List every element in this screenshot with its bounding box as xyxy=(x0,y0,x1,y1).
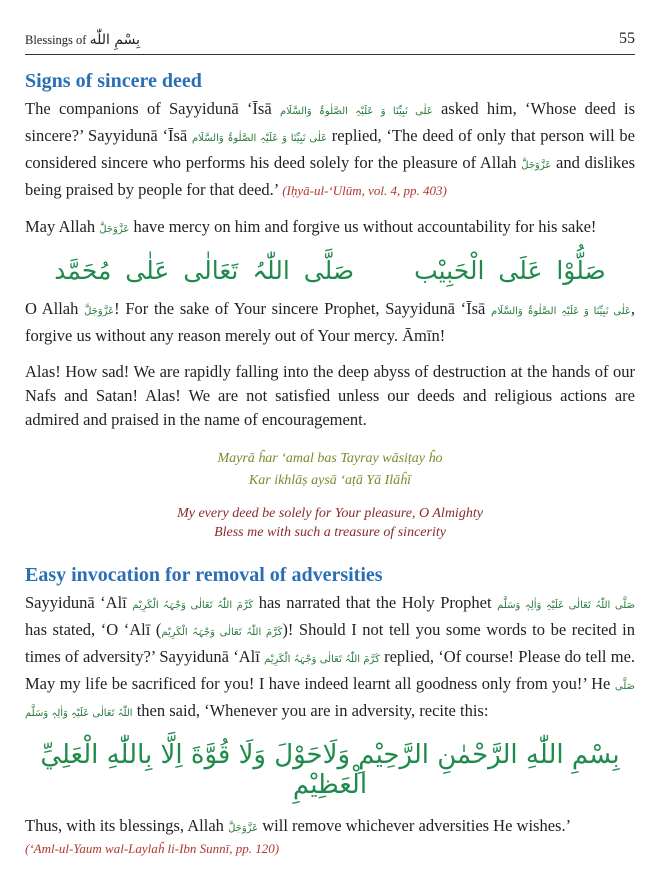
reference-invocation: (‘Aml-ul-Yaum wal-Laylaĥ li-Ibn Sunnī, pp. 120) xyxy=(25,841,280,856)
text: May Allah xyxy=(25,217,96,236)
arabic-honorific: کَرَّمَ اللّٰہُ تَعَالٰی وَجْہَہُ الْکَرِیْم xyxy=(264,654,380,665)
arabic-salutation: صَلَّی اللّٰہُ تَعَالٰی عَلَیْہِ وَاٰلِہٖ وَسَلَّم xyxy=(25,681,636,719)
text: replied, ‘Of course! Please do tell me. May my life be sacrificed for you! I have indeed learnt all goodness only from you!’ He xyxy=(25,647,636,693)
poem-line-2: Kar ikhlāṣ aysā ‘aṭā Yā Ilāĥī xyxy=(248,473,412,488)
text: Thus, with its blessings, Allah xyxy=(25,816,224,835)
arabic-honorific: عَزَّوَجَلَّ xyxy=(84,306,115,317)
arabic-salutation: عَلٰی نَبِیِّنَا وَ عَلَیْہِ الصَّلٰوۃُ وَالسَّلَام xyxy=(191,133,327,144)
running-title-arabic: بِسْمِ اللّٰه xyxy=(89,32,141,48)
text: and dislikes being praised by people for that deed.’ xyxy=(25,153,635,199)
arabic-salutation: عَلٰی نَبِیِّنَا وَ عَلَیْہِ الصَّلٰوۃُ وَالسَّلَام xyxy=(491,306,631,317)
text: Sayyidunā ‘Alī xyxy=(25,593,127,612)
text: )! Should I not tell you some words to be recited in times of adversity?’ Sayyidunā ‘Alī xyxy=(25,620,635,666)
salat-line xyxy=(25,256,635,285)
arabic-honorific: عَزَّوَجَلَّ xyxy=(99,224,130,235)
running-title xyxy=(25,32,140,48)
text: has stated, ‘O ‘Alī ( xyxy=(25,620,162,639)
paragraph-alas: Alas! How sad! We are rapidly falling into the deep abyss of destruction at the hands of our Nafs and Satan! Alas! We are not satisfied unless our deeds and religious actions are admired and praised in the name of encouragement. xyxy=(25,362,635,429)
invocation-arabic: بِسْمِ اللّٰهِ الرَّحْمٰنِ الرَّحِيْمِ وَلَاحَوْلَ وَلَا قُوَّةَ اِلَّا بِاللّٰهِ الْعَلِيِّ الْعَظِيْمِ xyxy=(40,740,620,800)
text: ! For the sake of Your sincere Prophet, Sayyidunā ‘Īsā xyxy=(114,299,486,318)
poem xyxy=(25,448,635,492)
arabic-honorific: عَزَّوَجَلَّ xyxy=(228,823,259,834)
text: has narrated that the Holy Prophet xyxy=(258,593,492,612)
paragraph-prayer xyxy=(25,297,635,348)
salat-left: صَلُّوْا عَلَی الْحَبِیْب xyxy=(414,256,606,285)
arabic-honorific: کَرَّمَ اللّٰہُ تَعَالٰی وَجْہَہُ الْکَرِیْم xyxy=(132,600,254,611)
page-header xyxy=(25,24,635,55)
section-heading-sincere-deed: Signs of sincere deed xyxy=(25,70,202,92)
text: have mercy on him and forgive us without accountability for his sake! xyxy=(133,217,597,236)
text: replied, ‘The deed of only that person will be considered sincere who performs his deed solely for the pleasure of Allah xyxy=(25,126,635,172)
poem-translation xyxy=(25,504,635,542)
paragraph-blessings xyxy=(25,814,635,841)
page-number: 55 xyxy=(619,30,635,47)
page-content xyxy=(25,70,635,857)
running-title-text: Blessings of xyxy=(25,33,87,47)
reference: (Iḥyā-ul-‘Ulūm, vol. 4, pp. 403) xyxy=(282,183,447,198)
poem-line-1: Mayrā ĥar ‘amal bas Tayray wāsiṭay ĥo xyxy=(217,451,443,466)
translation-line-1: My every deed be solely for Your pleasure, O Almighty xyxy=(177,506,483,521)
section-heading-invocation: Easy invocation for removal of adversities xyxy=(25,564,383,586)
text: will remove whichever adversities He wishes.’ xyxy=(262,816,572,835)
paragraph-sincere-deed xyxy=(25,97,635,203)
arabic-salutation: صَلَّی اللّٰہُ تَعَالٰی عَلَیْہِ وَاٰلِہٖ وَسَلَّم xyxy=(497,600,636,611)
translation-line-2: Bless me with such a treasure of sincerity xyxy=(214,525,446,540)
arabic-salutation: عَلٰی نَبِیِّنَا وَ عَلَیْہِ الصَّلٰوۃُ وَالسَّلَام xyxy=(279,106,433,117)
paragraph-mercy xyxy=(25,215,635,242)
text: asked him, ‘Whose deed is sincere?’ Sayyidunā ‘Īsā xyxy=(25,99,636,145)
text: then said, ‘Whenever you are in adversity, recite this: xyxy=(136,701,489,720)
text: The companions of Sayyidunā ‘Īsā xyxy=(25,99,272,118)
salat-right: صَلَّی اللّٰہُ تَعَالٰی عَلٰی مُحَمَّد xyxy=(54,256,355,285)
arabic-honorific: عَزَّوَجَلَّ xyxy=(521,160,552,171)
text: O Allah xyxy=(25,299,79,318)
arabic-honorific: کَرَّمَ اللّٰہُ تَعَالٰی وَجْہَہُ الْکَرِیْم xyxy=(161,627,283,638)
paragraph-invocation xyxy=(25,591,635,726)
text: , forgive us without any reason merely out of Your mercy. Āmīn! xyxy=(25,299,635,345)
